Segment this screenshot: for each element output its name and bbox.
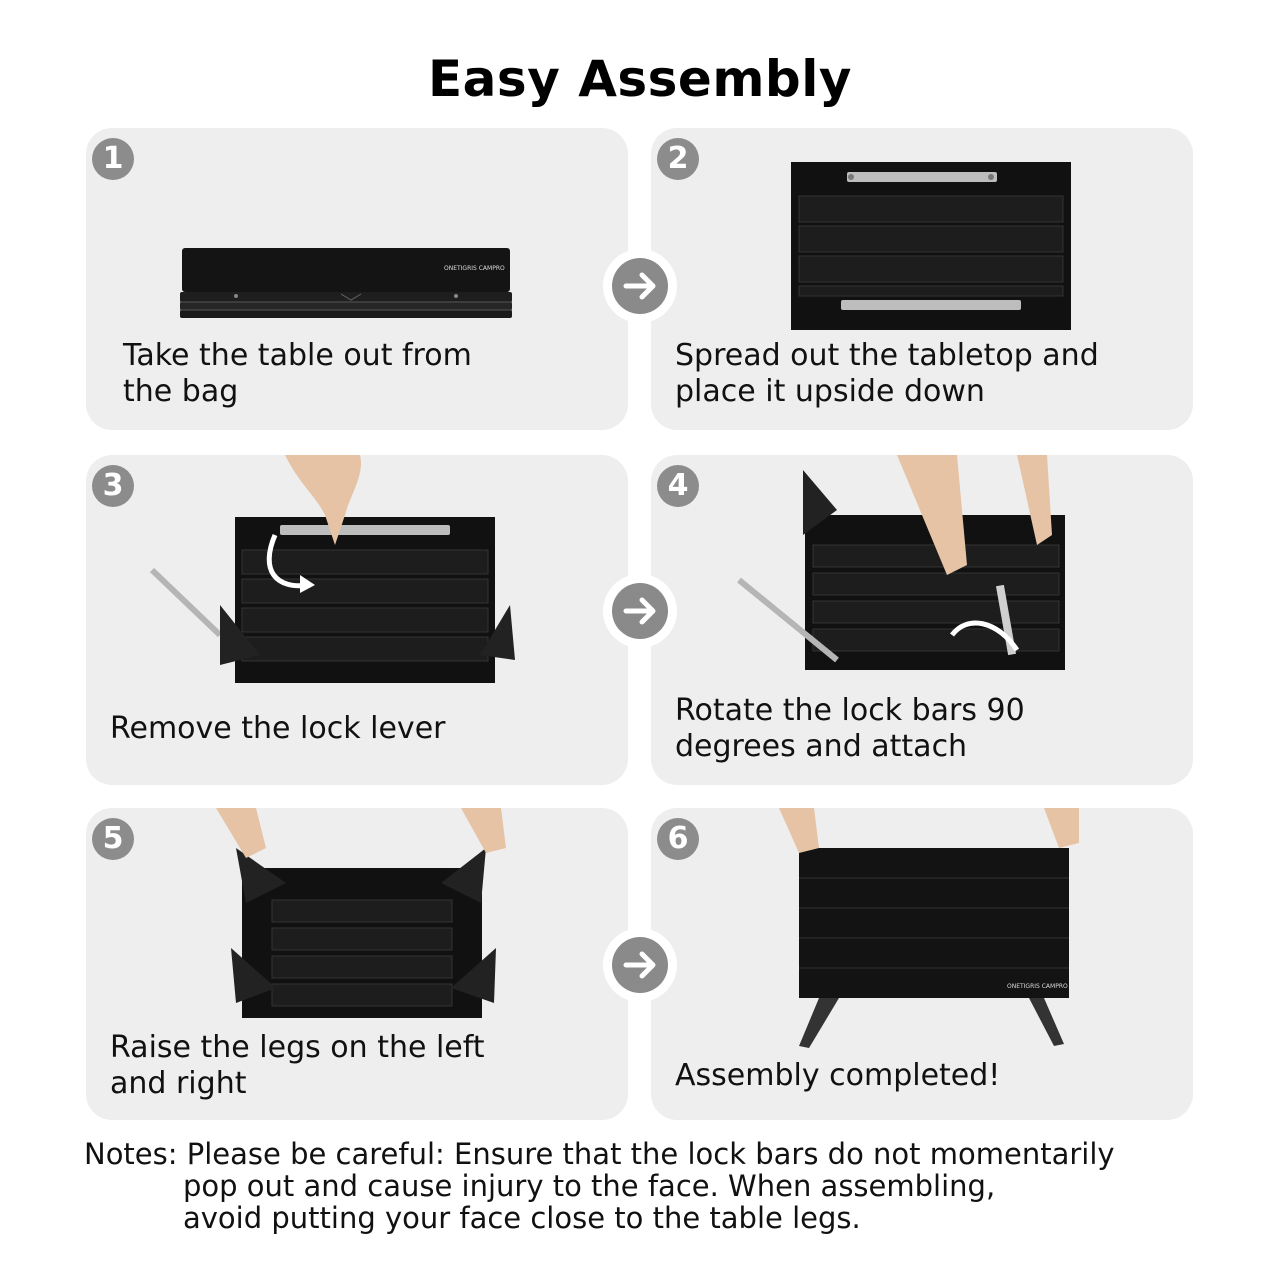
step-caption: Assembly completed! bbox=[675, 1058, 1001, 1093]
arrow-right-icon bbox=[612, 258, 668, 314]
notes-label: Notes: bbox=[84, 1137, 178, 1171]
step-caption: Rotate the lock bars 90 degrees and attach bbox=[675, 693, 1025, 764]
folded-table-image bbox=[176, 240, 516, 330]
step-card-5 bbox=[86, 808, 628, 1120]
step-card-1 bbox=[86, 128, 628, 430]
step-number-badge: 3 bbox=[92, 465, 134, 507]
step-caption: Remove the lock lever bbox=[110, 711, 446, 746]
next-step-arrow bbox=[606, 577, 674, 645]
assembled-table-image bbox=[779, 808, 1089, 1053]
step-caption: Spread out the tabletop and place it upside down bbox=[675, 338, 1099, 409]
step-card-4 bbox=[651, 455, 1193, 785]
page-title: Easy Assembly bbox=[428, 50, 852, 108]
step-card-6 bbox=[651, 808, 1193, 1120]
raise-legs-image bbox=[216, 808, 516, 1023]
rotate-lock-bars-image bbox=[737, 455, 1077, 685]
brand-logo: ONETIGRIS CAMPRO bbox=[1007, 983, 1068, 990]
step-card-2 bbox=[651, 128, 1193, 430]
next-step-arrow bbox=[606, 931, 674, 999]
step-number-badge: 6 bbox=[657, 818, 699, 860]
step-caption: Raise the legs on the left and right bbox=[110, 1030, 485, 1101]
arrow-right-icon bbox=[612, 583, 668, 639]
step-number-badge: 2 bbox=[657, 138, 699, 180]
step-number-badge: 1 bbox=[92, 138, 134, 180]
brand-logo: ONETIGRIS CAMPRO bbox=[444, 265, 505, 272]
safety-notes bbox=[84, 1138, 1204, 1234]
step-number-badge: 4 bbox=[657, 465, 699, 507]
step-number-badge: 5 bbox=[92, 818, 134, 860]
arrow-right-icon bbox=[612, 937, 668, 993]
tabletop-upside-down-image bbox=[791, 162, 1071, 332]
step-card-3 bbox=[86, 455, 628, 785]
notes-line-3: avoid putting your face close to the table legs. bbox=[183, 1201, 861, 1235]
next-step-arrow bbox=[606, 252, 674, 320]
step-caption: Take the table out from the bag bbox=[123, 338, 472, 409]
remove-lock-lever-image bbox=[150, 455, 530, 695]
notes-line-2: pop out and cause injury to the face. When assembling, bbox=[183, 1169, 996, 1203]
notes-line-1: Please be careful: Ensure that the lock bars do not momentarily bbox=[186, 1137, 1115, 1171]
